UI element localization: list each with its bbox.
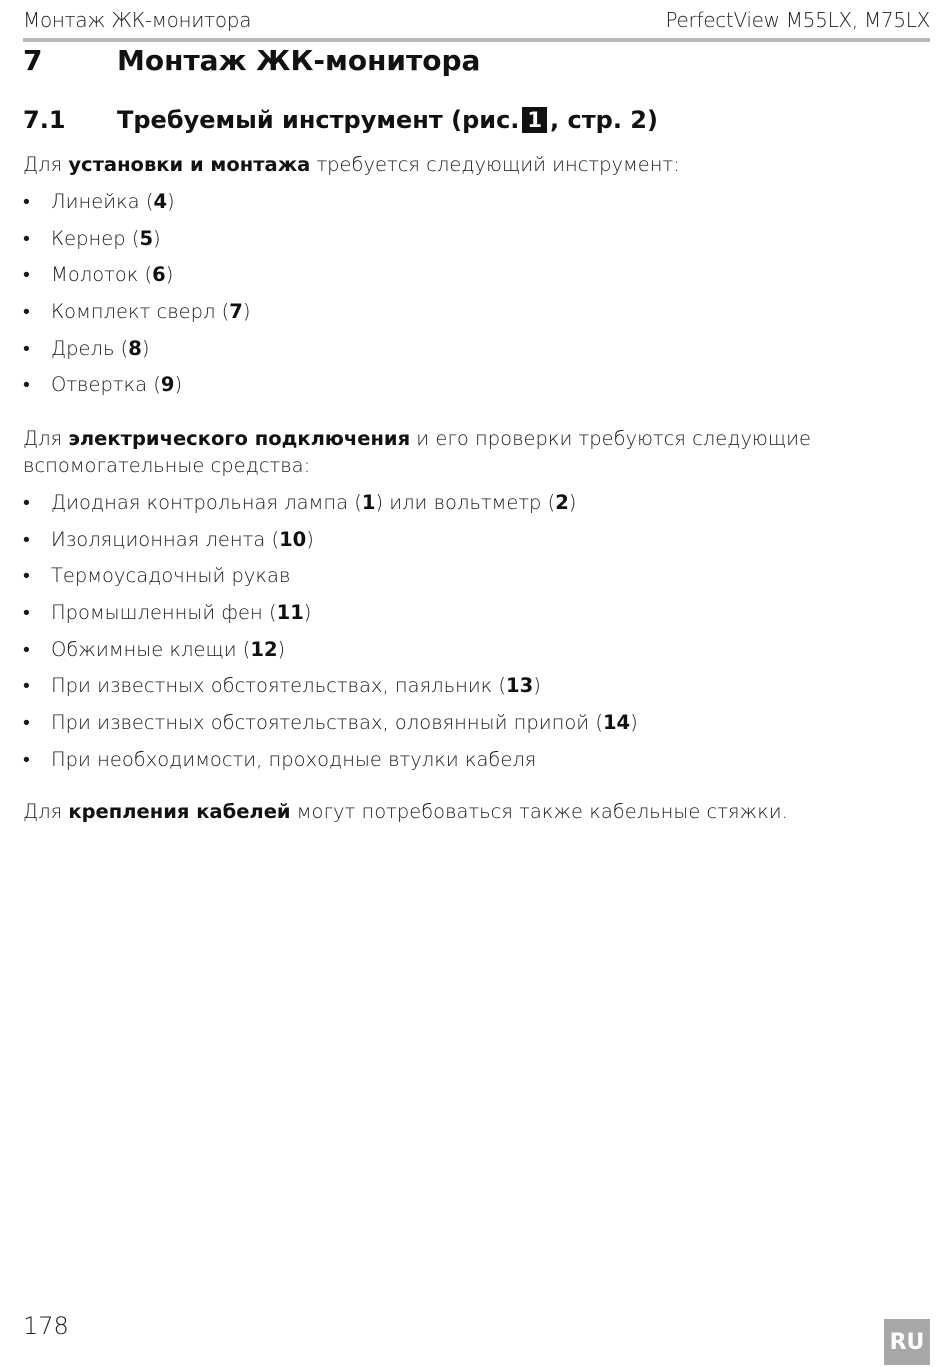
bullet-icon: • <box>23 711 30 735</box>
bullet-icon: • <box>23 300 30 324</box>
bullet-icon: • <box>23 637 30 661</box>
intro1-after: требуется следующий инструмент: <box>310 153 680 176</box>
intro-paragraph-tools <box>23 151 932 178</box>
outro-paragraph <box>23 798 932 825</box>
section-number: 7 <box>23 44 43 77</box>
bullet-icon: • <box>23 263 30 287</box>
running-header-model: PerfectView M55LX, M75LX <box>665 8 930 32</box>
intro2-bold: электрического подключения <box>68 427 411 450</box>
figure-reference-badge: 1 <box>522 107 547 133</box>
header-divider <box>23 38 930 42</box>
subsection-number: 7.1 <box>23 106 66 134</box>
running-header-title: Монтаж ЖК-монитора <box>23 8 252 32</box>
bullet-icon: • <box>23 674 30 698</box>
bullet-icon: • <box>23 601 30 625</box>
intro1-bold: установки и монтажа <box>68 153 311 176</box>
intro2-before: Для <box>23 427 69 450</box>
subsection-title-end: , стр. 2) <box>550 106 658 134</box>
outro-bold: крепления кабелей <box>68 800 291 823</box>
bullet-icon: • <box>23 336 30 360</box>
bullet-icon: • <box>23 190 30 213</box>
outro-after: могут потребоваться также кабельные стяжки. <box>290 800 788 823</box>
intro2-after: и его проверки требуются следующие вспомогательные средства: <box>23 427 811 477</box>
bullet-icon: • <box>23 747 30 771</box>
outro-before: Для <box>23 800 69 823</box>
language-badge: RU <box>884 1319 930 1365</box>
bullet-icon: • <box>23 564 30 588</box>
page-number: 178 <box>23 1312 69 1340</box>
bullet-icon: • <box>23 373 30 397</box>
bullet-icon: • <box>23 226 30 250</box>
bullet-icon: • <box>23 491 30 514</box>
subsection-title <box>117 106 658 134</box>
intro1-before: Для <box>23 153 69 176</box>
section-title: Монтаж ЖК-монитора <box>117 44 481 77</box>
subsection-title-start: Требуемый инструмент (рис. <box>117 106 520 134</box>
intro-paragraph-electrical <box>23 425 932 479</box>
bullet-icon: • <box>23 527 30 551</box>
